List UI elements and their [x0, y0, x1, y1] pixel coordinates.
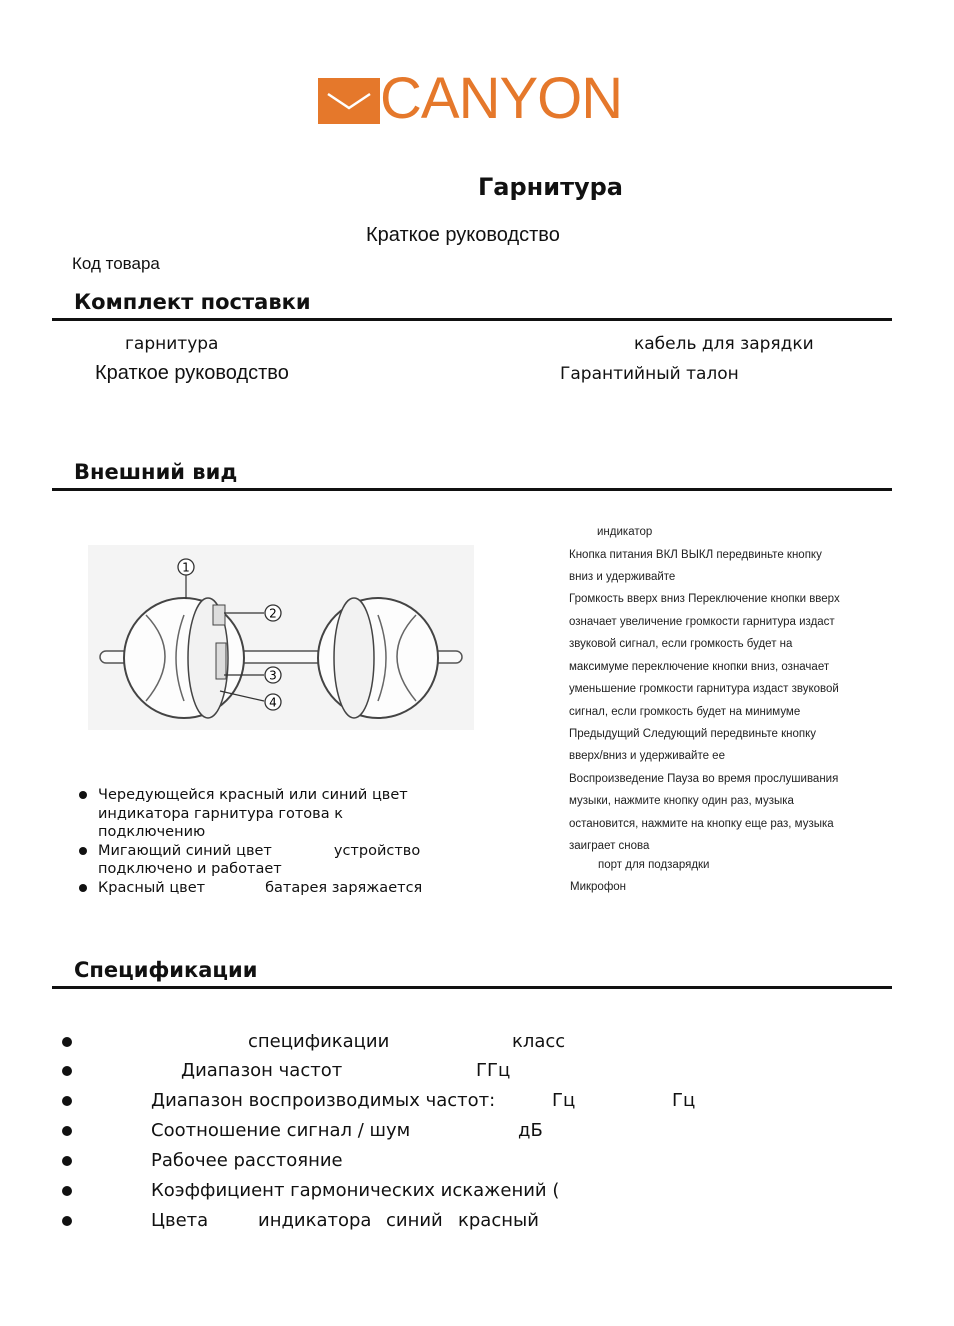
legend-line: вверх/вниз и удерживайте ее [569, 750, 725, 762]
legend-line: заиграет снова [569, 840, 650, 852]
indicator-status-list [76, 786, 456, 897]
kit-item-manual: Краткое руководство [95, 362, 289, 384]
kit-item-headset: гарнитура [125, 334, 219, 354]
list-item: Чередующейся красный или синий цвет индикатора гарнитура готова к подключению [76, 786, 456, 842]
kit-item-cable: кабель для зарядки [634, 334, 814, 354]
legend-line: индикатор [597, 526, 653, 538]
legend-line: уменьшение громкости гарнитура издаст звуковой [569, 683, 839, 695]
callout-1: 1 [182, 560, 190, 575]
spec-row: Коэффициент гармонических искажений ( [62, 1180, 762, 1204]
appearance-heading: Внешний вид [74, 460, 238, 484]
logo-wordmark: CANYON [380, 66, 623, 131]
callout-4: 4 [269, 695, 277, 710]
headset-illustration [88, 545, 474, 730]
legend-line: Громкость вверх вниз Переключение кнопки вверх [569, 593, 840, 605]
list-item: Красный цвет батарея заряжается [76, 879, 456, 898]
legend-line: звуковой сигнал, если громкость будет на [569, 638, 793, 650]
legend-line: остановится, нажмите на кнопку еще раз, музыка [569, 818, 834, 830]
legend-line: означает увеличение громкости гарнитура издаст [569, 616, 835, 628]
spec-row: Рабочее расстояние [62, 1150, 762, 1174]
legend-line: музыки, нажмите кнопку один раз, музыка [569, 795, 794, 807]
spec-row: спецификации класс [62, 1031, 762, 1055]
legend-line: Микрофон [570, 881, 627, 893]
specs-heading: Спецификации [74, 958, 258, 982]
legend-line: Предыдущий Следующий передвиньте кнопку [569, 728, 816, 740]
legend-line: Воспроизведение Пауза во время прослушивания [569, 773, 839, 785]
page-title: Гарнитура [478, 173, 623, 201]
page-subtitle: Краткое руководство [366, 224, 560, 246]
callout-3: 3 [269, 668, 277, 683]
appearance-section-header [52, 460, 892, 491]
spec-row: Диапазон воспроизводимых частот: Гц Гц [62, 1090, 762, 1114]
envelope-icon [318, 78, 380, 124]
legend-line: максимуме переключение кнопки вниз, означает [569, 661, 830, 673]
kit-item-warranty: Гарантийный талон [560, 364, 739, 384]
legend-line: порт для подзарядки [598, 859, 710, 871]
kit-section-header [52, 290, 892, 321]
legend-line: Кнопка питания ВКЛ ВЫКЛ передвиньте кнопку [569, 549, 822, 561]
legend-line: сигнал, если громкость будет на минимуме [569, 706, 801, 718]
list-item: Мигающий синий цвет устройство подключено и работает [76, 842, 456, 879]
legend-line: вниз и удерживайте [569, 571, 676, 583]
product-code-label: Код товара [72, 254, 160, 273]
kit-heading: Комплект поставки [74, 290, 311, 314]
callout-2: 2 [269, 606, 277, 621]
spec-row: Цвета индикатора синий красный [62, 1210, 762, 1234]
spec-row: Соотношение сигнал / шум дБ [62, 1120, 762, 1144]
spec-row: Диапазон частот ГГц [62, 1060, 762, 1084]
specs-section-header [52, 958, 892, 989]
